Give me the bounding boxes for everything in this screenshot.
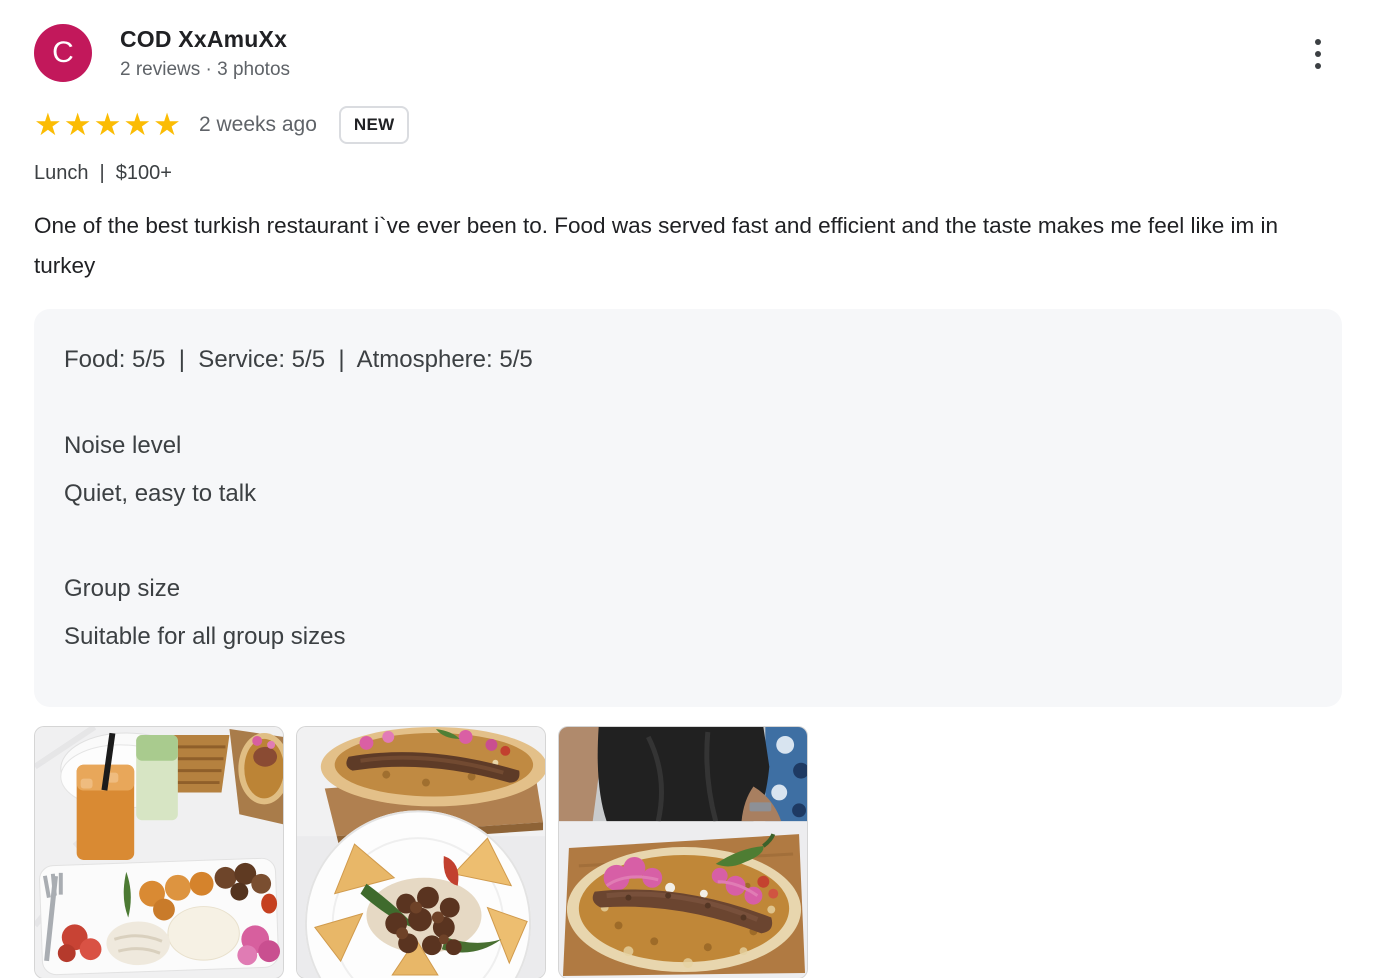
avatar-initial: C [52,36,74,69]
visit-info [34,162,1342,185]
visit-price: $100+ [115,162,172,184]
new-badge: NEW [339,106,410,144]
noise-level-section [64,422,1312,518]
review-time: 2 weeks ago [198,113,317,136]
category-scores: Food: 5/5 | Service: 5/5 | Atmosphere: 5/5 [64,346,533,373]
review-photos [34,726,1342,978]
photo-lahmacun-plate-image [297,727,545,978]
review-photo-1[interactable] [34,726,284,978]
kebab-menu-icon [1315,63,1321,69]
author-name[interactable]: COD XxAmuXx [120,25,288,52]
review-photo-2[interactable] [296,726,546,978]
visit-meal: Lunch [34,162,89,184]
group-size-title: Group size [64,575,181,602]
review-details-box [34,309,1342,707]
review-header [34,24,1342,82]
noise-level-title: Noise level [64,432,182,459]
group-size-section [64,565,1312,661]
review-text: One of the best turkish restaurant i`ve ever been to. Food was served fast and efficient and the taste makes me feel like im in turkey [34,213,1278,278]
visit-separator: | [99,162,105,184]
star-rating: ★★★★★ [34,106,183,143]
kebab-menu-icon [1315,39,1321,45]
author-block [120,26,290,81]
kebab-menu-icon [1315,51,1321,57]
group-size-value: Suitable for all group sizes [64,623,346,650]
author-meta: 2 reviews · 3 photos [120,58,291,80]
photo-kebab-platter-image [35,727,283,978]
photo-large-lahmacun-image [559,727,807,978]
review-photo-3[interactable] [558,726,808,978]
more-options-button[interactable] [1306,34,1330,74]
avatar[interactable] [34,24,92,82]
rating-row [34,103,1342,147]
noise-level-value: Quiet, easy to talk [64,480,257,507]
